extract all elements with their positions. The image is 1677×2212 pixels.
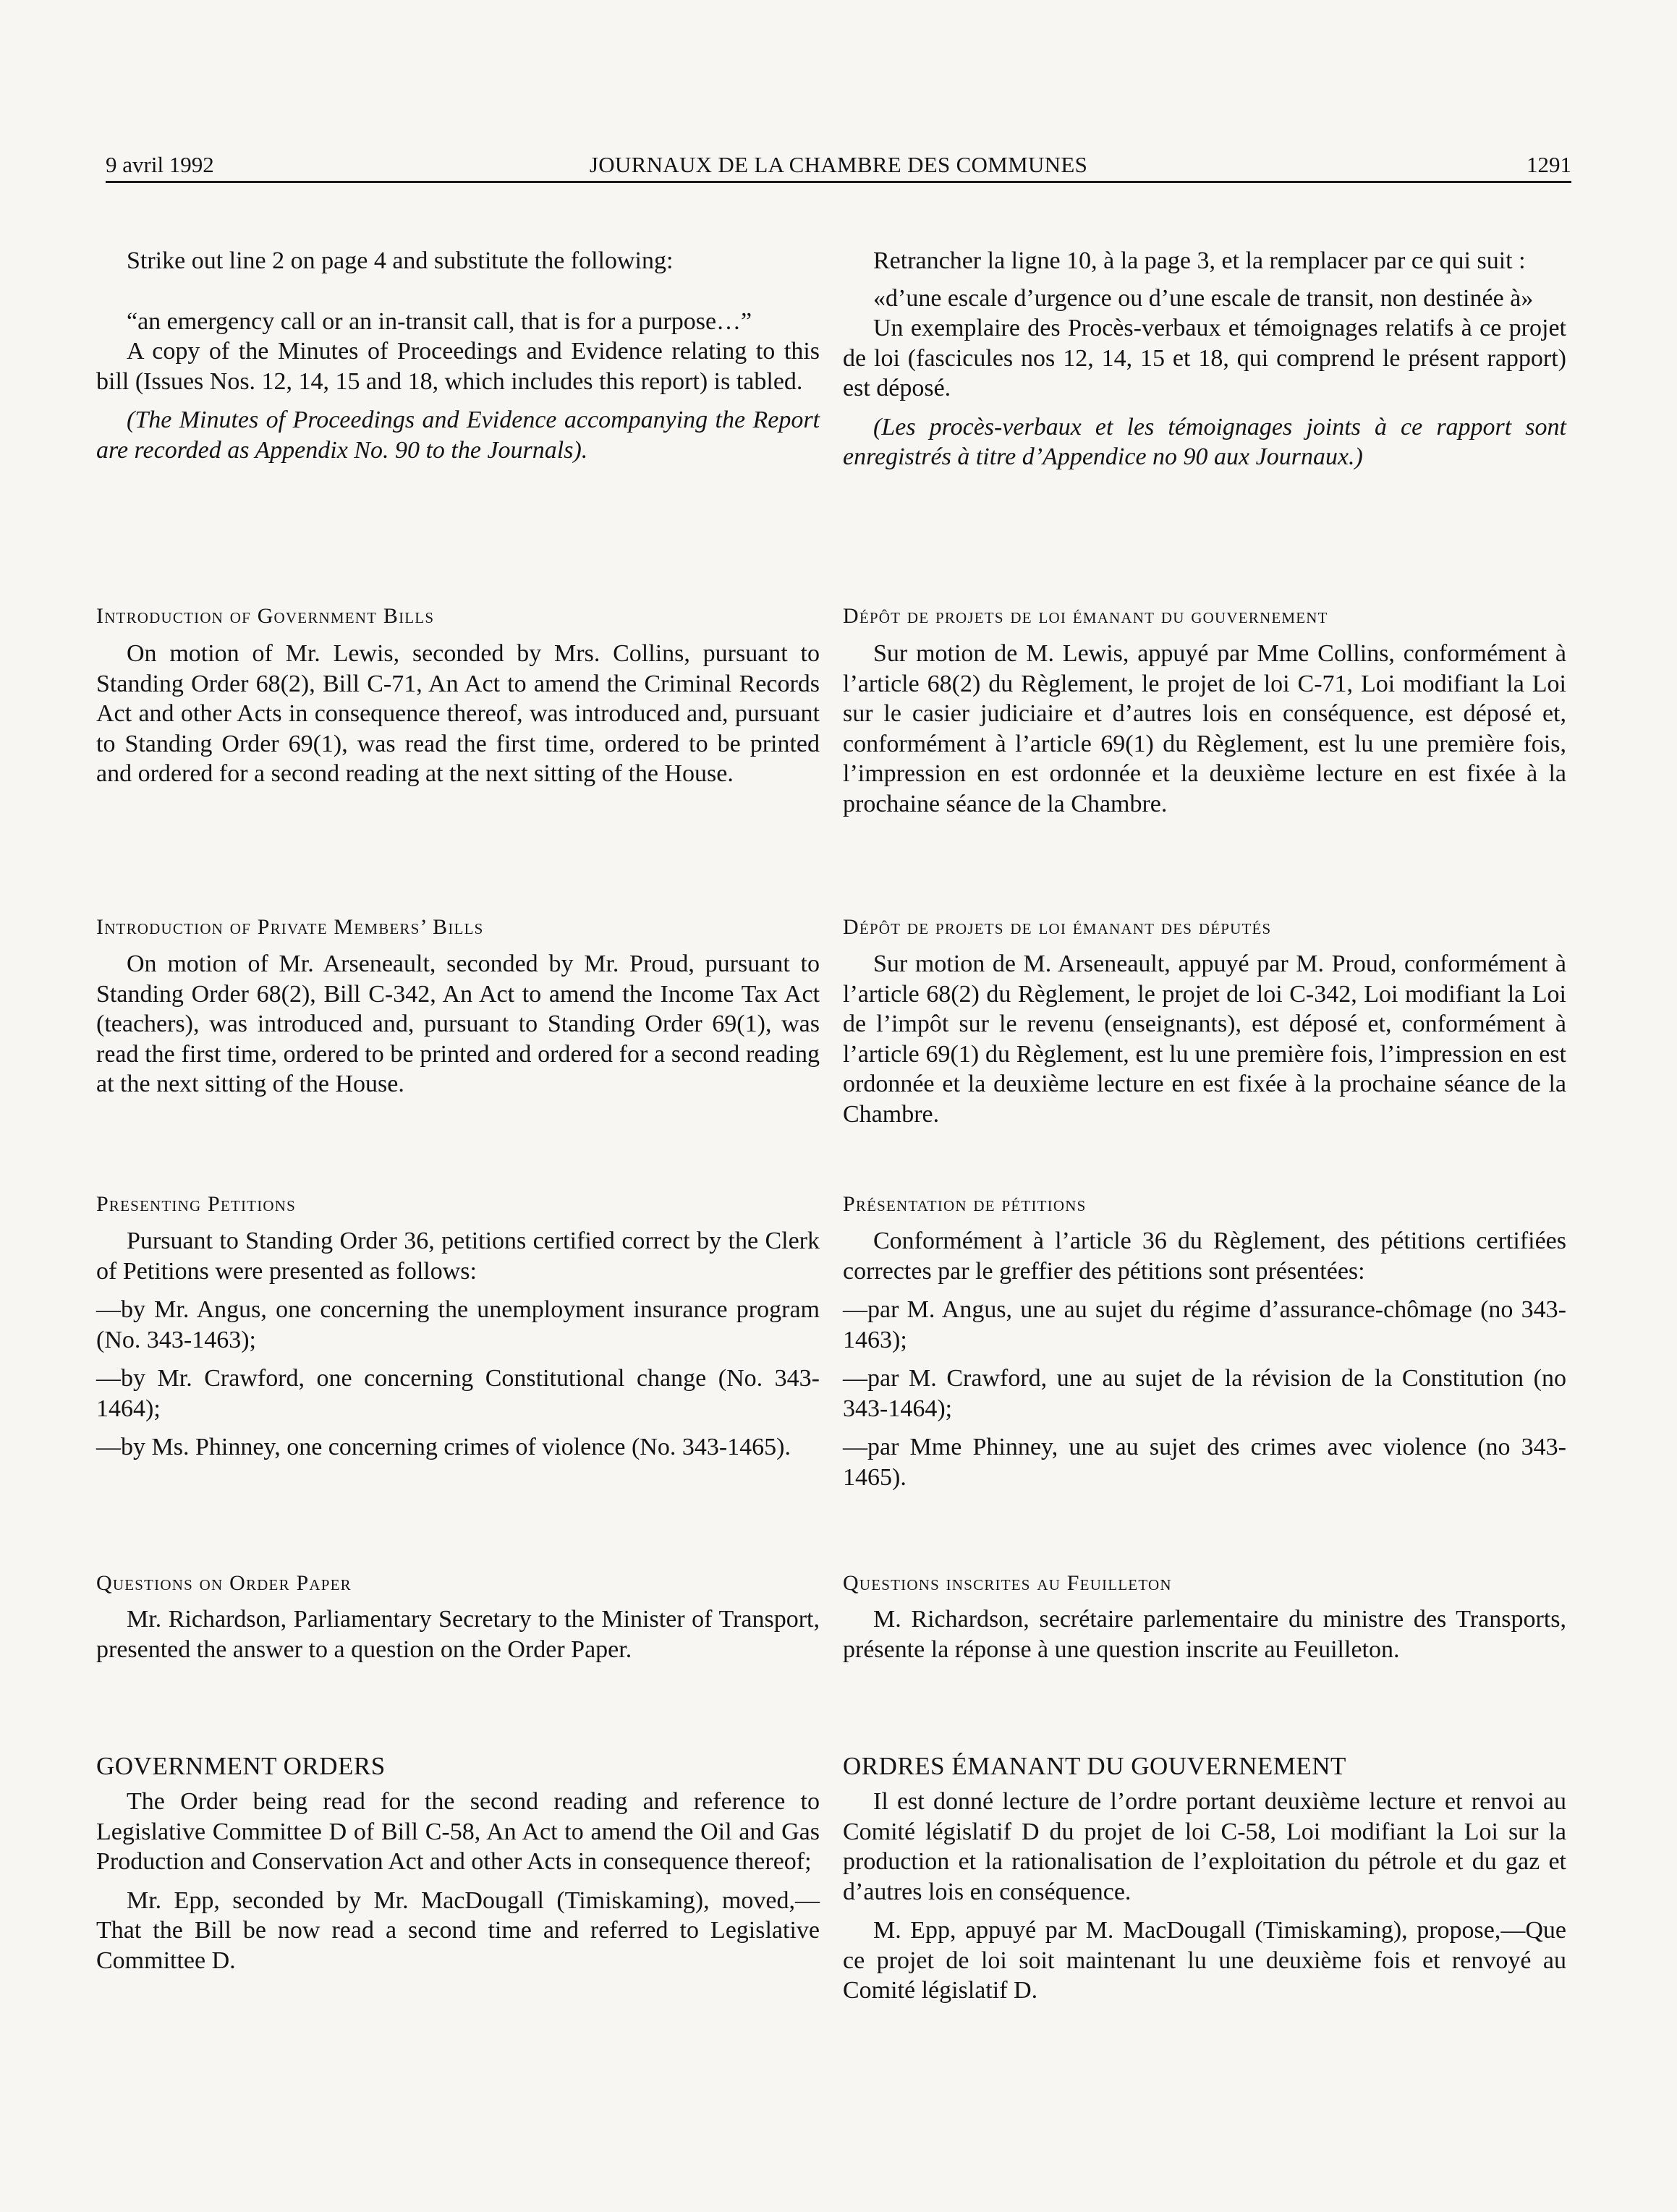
fr-orders-motion: M. Epp, appuyé par M. MacDougall (Timiskaming), propose,—Que ce projet de loi soit maintenant lu une deuxième fois et renvoyé au Comité législatif D. [843,1917,1566,2004]
fr-orders-block [843,1787,1566,2006]
fr-private-bills-text: Sur motion de M. Arseneault, appuyé par M. Proud, conformément à l’article 68(2) du Règlement, le projet de loi C-342, Loi modifiant la Loi de l’impôt sur le revenu (enseignants), est déposé et, conformément à l’article 69(1) du Règlement, est lu une première fois, l’impression en est ordonnée et la deuxième lecture en est fixée à la prochaine séance de la Chambre. [843,950,1566,1128]
fr-questions-block [843,1604,1566,1664]
fr-petition-item: —par Mme Phinney, une au sujet des crimes avec violence (no 343-1465). [843,1434,1566,1491]
en-gov-bills-block [96,639,820,789]
en-minutes-note: (The Minutes of Proceedings and Evidence accompanying the Report are recorded as Appendix No. 90 to the Journals). [96,407,820,464]
en-orders-block [96,1787,820,1975]
fr-orders-reading: Il est donné lecture de l’ordre portant deuxième lecture et renvoi au Comité législatif D du projet de loi C-58, Loi modifiant la Loi sur la production et la rationalisation de l’exploitation du pétrole et du gaz et d’autres lois en conséquence. [843,1788,1566,1905]
header-date: 9 avril 1992 [106,152,214,177]
running-header [106,145,1571,183]
en-amendment-block [96,246,820,465]
fr-amendment-block [843,246,1566,472]
en-minutes-tabled: A copy of the Minutes of Proceedings and Evidence relating to this bill (Issues Nos. 12, 14, 15 and 18, which includes this report) is tabled. [96,338,820,395]
fr-petition-item: —par M. Crawford, une au sujet de la révision de la Constitution (no 343-1464); [843,1365,1566,1422]
en-petition-item: —by Ms. Phinney, one concerning crimes of violence (No. 343-1465). [96,1434,791,1460]
en-petitions-heading: Presenting Petitions [96,1192,297,1216]
fr-gov-bills-block [843,639,1566,819]
fr-questions-text: M. Richardson, secrétaire parlementaire du ministre des Transports, présente la réponse à une question inscrite au Feuilleton. [843,1606,1566,1663]
fr-petition-item: —par M. Angus, une au sujet du régime d’assurance-chômage (no 343-1463); [843,1296,1566,1353]
en-petition-item: —by Mr. Angus, one concerning the unemployment insurance program (No. 343-1463); [96,1296,820,1353]
en-private-bills-block [96,949,820,1099]
fr-minutes-note: (Les procès-verbaux et les témoignages joints à ce rapport sont enregistrés à titre d’Appendice no 90 aux Journaux.) [843,413,1566,470]
page-number: 1291 [1527,152,1571,177]
fr-private-bills-block [843,949,1566,1129]
fr-petitions-intro: Conformément à l’article 36 du Règlement, des pétitions certifiées correctes par le greffier des pétitions sont présentées: [843,1228,1566,1285]
fr-minutes-tabled: Un exemplaire des Procès-verbaux et témoignages relatifs à ce projet de loi (fascicules nos 12, 14, 15 et 18, qui comprend le présent rapport) est déposé. [843,315,1566,401]
en-petitions-block [96,1226,820,1463]
fr-private-bills-heading: Dépôt de projets de loi émanant des députés [843,915,1272,939]
en-petitions-intro: Pursuant to Standing Order 36, petitions certified correct by the Clerk of Petitions were presented as follows: [96,1228,820,1285]
en-government-orders-heading: GOVERNMENT ORDERS [96,1752,386,1780]
fr-amendment-quote: «d’une escale d’urgence ou d’une escale de transit, non destinée à» [873,284,1534,312]
fr-government-orders-heading: ORDRES ÉMANANT DU GOUVERNEMENT [843,1752,1346,1780]
en-petition-item: —by Mr. Crawford, one concerning Constitutional change (No. 343-1464); [96,1365,820,1422]
fr-amendment-instruction: Retrancher la ligne 10, à la page 3, et la remplacer par ce qui suit : [873,247,1526,274]
header-title: JOURNAUX DE LA CHAMBRE DES COMMUNES [589,152,1088,177]
fr-petitions-block [843,1226,1566,1492]
en-questions-block [96,1604,820,1664]
en-orders-motion: Mr. Epp, seconded by Mr. MacDougall (Timiskaming), moved,—That the Bill be now read a second time and referred to Legislative Committee D. [96,1886,820,1974]
en-private-bills-heading: Introduction of Private Members’ Bills [96,915,484,939]
fr-gov-bills-heading: Dépôt de projets de loi émanant du gouvernement [843,604,1328,628]
en-gov-bills-heading: Introduction of Government Bills [96,604,435,628]
en-orders-reading: The Order being read for the second reading and reference to Legislative Committee D of Bill C-58, An Act to amend the Oil and Gas Production and Conservation Act and other Acts in consequence thereof; [96,1788,820,1875]
en-questions-text: Mr. Richardson, Parliamentary Secretary to the Minister of Transport, presented the answer to a question on the Order Paper. [96,1606,820,1663]
fr-questions-heading: Questions inscrites au Feuilleton [843,1571,1172,1595]
en-private-bills-text: On motion of Mr. Arseneault, seconded by Mr. Proud, pursuant to Standing Order 68(2), Bill C-342, An Act to amend the Income Tax Act (teachers), was introduced and, pursuant to Standing Order 69(1), was read the first time, ordered to be printed and ordered for a second reading at the next sitting of the House. [96,950,820,1097]
fr-gov-bills-text: Sur motion de M. Lewis, appuyé par Mme Collins, conformément à l’article 68(2) du Règlement, le projet de loi C-71, Loi modifiant la Loi sur le casier judiciaire et d’autres lois en conséquence, est déposé et, conformément à l’article 69(1) du Règlement, est lu une première fois, l’impression en est ordonnée et la deuxième lecture en est fixée à la prochaine séance de la Chambre. [843,640,1566,817]
en-amendment-quote: “an emergency call or an in-transit call, that is for a purpose…” [127,307,752,335]
fr-petitions-heading: Présentation de pétitions [843,1192,1087,1216]
en-questions-heading: Questions on Order Paper [96,1571,352,1595]
en-amendment-instruction: Strike out line 2 on page 4 and substitute the following: [127,247,674,274]
en-gov-bills-text: On motion of Mr. Lewis, seconded by Mrs. Collins, pursuant to Standing Order 68(2), Bill C-71, An Act to amend the Criminal Records Act and other Acts in consequence thereof, was introduced and, pursuant to Standing Order 69(1), was read the first time, ordered to be printed and ordered for a second reading at the next sitting of the House. [96,640,820,787]
